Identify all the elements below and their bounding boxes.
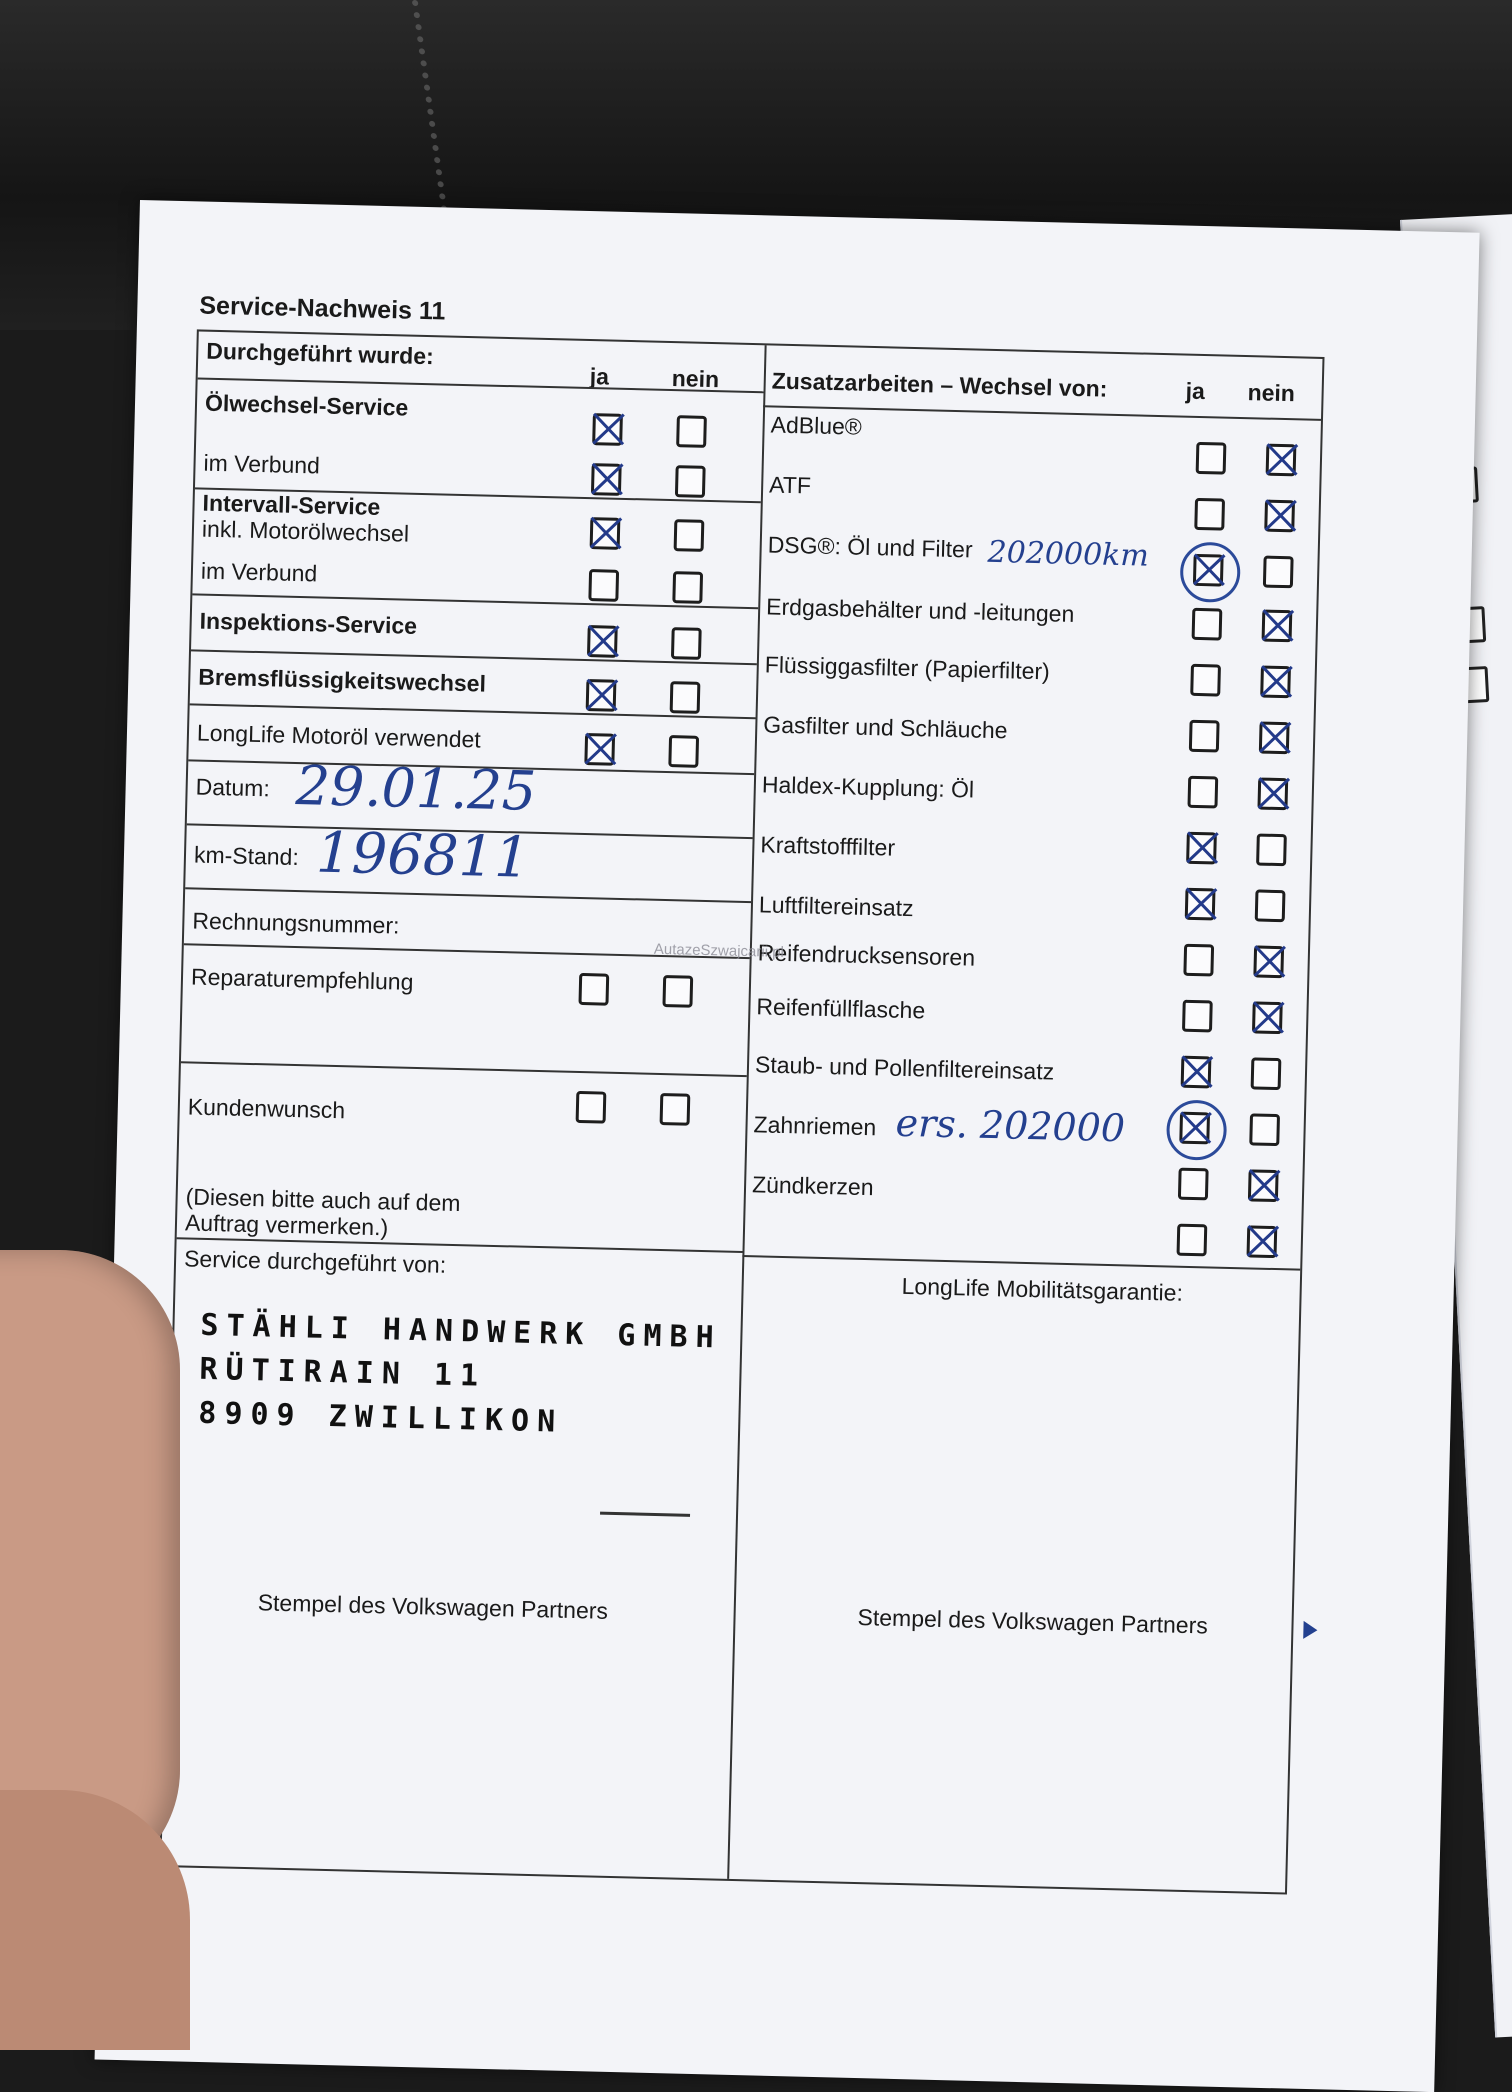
checkbox-nein[interactable] bbox=[1248, 1169, 1279, 1202]
next-page-arrow-icon bbox=[1303, 1621, 1317, 1639]
left-header: Durchgeführt wurde: bbox=[206, 337, 435, 370]
right-row-label: Zahnriemen bbox=[753, 1111, 877, 1141]
right-row-label: Luftfiltereinsatz bbox=[758, 891, 914, 922]
right-row-label: Reifendrucksensoren bbox=[757, 939, 976, 971]
checkbox-nein[interactable] bbox=[1256, 833, 1287, 866]
datum-label: Datum: bbox=[195, 773, 271, 802]
stamp-line2: RÜTIRAIN 11 bbox=[199, 1351, 487, 1394]
left-row-label: Intervall-Service bbox=[202, 489, 381, 520]
right-row-label: AdBlue® bbox=[770, 411, 863, 440]
circle-mark bbox=[1180, 542, 1241, 603]
km-value: 196811 bbox=[315, 820, 531, 891]
checkbox-ja[interactable] bbox=[578, 973, 609, 1006]
service-von-label: Service durchgeführt von: bbox=[183, 1245, 447, 1278]
checkbox-nein[interactable] bbox=[1252, 1001, 1283, 1034]
right-row-label: DSG®: Öl und Filter bbox=[767, 531, 973, 563]
checkbox-ja[interactable] bbox=[1186, 832, 1217, 865]
right-header: Zusatzarbeiten – Wechsel von: bbox=[771, 367, 1108, 402]
rechnung-label: Rechnungsnummer: bbox=[192, 907, 400, 939]
page-title: Service-Nachweis 11 bbox=[199, 291, 446, 326]
checkbox-ja[interactable] bbox=[584, 733, 615, 766]
checkbox-nein[interactable] bbox=[671, 627, 702, 660]
right-row-label: Haldex-Kupplung: Öl bbox=[761, 771, 975, 803]
right-row-label: Gasfilter und Schläuche bbox=[763, 711, 1008, 744]
checkbox-nein[interactable] bbox=[1266, 444, 1297, 477]
datum-value: 29.01.25 bbox=[294, 753, 537, 823]
checkbox-ja[interactable] bbox=[588, 569, 619, 602]
checkbox-ja[interactable] bbox=[1179, 1112, 1210, 1145]
checkbox-nein[interactable] bbox=[675, 465, 706, 498]
circle-mark bbox=[1166, 1099, 1227, 1160]
checkbox-ja[interactable] bbox=[1181, 1056, 1212, 1089]
left-row-label: im Verbund bbox=[200, 557, 318, 587]
left-row-label: im Verbund bbox=[203, 449, 321, 479]
checkbox-nein[interactable] bbox=[660, 1093, 691, 1126]
left-col-nein: nein bbox=[671, 365, 720, 393]
hinweis-line1: (Diesen bitte auch auf dem bbox=[185, 1183, 461, 1217]
left-col-ja: ja bbox=[589, 363, 610, 390]
row-line bbox=[185, 887, 751, 903]
right-row-label: Kraftstofffilter bbox=[760, 831, 896, 861]
dsg-note: 202000km bbox=[987, 534, 1150, 574]
checkbox-ja[interactable] bbox=[1194, 498, 1225, 531]
right-row-label: Erdgasbehälter und -leitungen bbox=[765, 593, 1075, 627]
checkbox-nein[interactable] bbox=[1246, 1225, 1277, 1258]
checkbox-ja[interactable] bbox=[586, 679, 617, 712]
checkbox-ja[interactable] bbox=[1178, 1168, 1209, 1201]
service-booklet-page bbox=[95, 200, 1480, 2092]
checkbox-ja[interactable] bbox=[1187, 776, 1218, 809]
row-line bbox=[181, 1061, 747, 1077]
checkbox-ja[interactable] bbox=[1196, 442, 1227, 475]
left-row-label: LongLife Motoröl verwendet bbox=[196, 719, 482, 753]
garantie-label: LongLife Mobilitätsgarantie: bbox=[901, 1272, 1184, 1306]
left-row-label-sub: inkl. Motorölwechsel bbox=[201, 515, 410, 547]
checkbox-nein[interactable] bbox=[662, 975, 693, 1008]
signature-dash bbox=[600, 1512, 690, 1517]
stamp-line1: STÄHLI HANDWERK GMBH bbox=[200, 1307, 723, 1356]
checkbox-ja[interactable] bbox=[591, 463, 622, 496]
checkbox-ja[interactable] bbox=[587, 625, 618, 658]
checkbox-ja[interactable] bbox=[1192, 608, 1223, 641]
checkbox-nein[interactable] bbox=[1255, 889, 1286, 922]
reparatur-label: Reparaturempfehlung bbox=[190, 963, 414, 995]
right-row-label: Reifenfüllflasche bbox=[756, 993, 926, 1024]
right-row-label: Zündkerzen bbox=[751, 1171, 874, 1201]
checkbox-nein[interactable] bbox=[1251, 1057, 1282, 1090]
checkbox-nein[interactable] bbox=[670, 681, 701, 714]
checkbox-nein[interactable] bbox=[672, 571, 703, 604]
checkbox-nein[interactable] bbox=[1264, 500, 1295, 533]
checkbox-ja[interactable] bbox=[1189, 720, 1220, 753]
left-row-label: Inspektions-Service bbox=[199, 607, 418, 639]
watermark: AutazeSzwajcarii.pl bbox=[653, 940, 785, 961]
checkbox-nein[interactable] bbox=[668, 735, 699, 768]
checkbox-ja[interactable] bbox=[1183, 944, 1214, 977]
checkbox-nein[interactable] bbox=[1253, 945, 1284, 978]
km-label: km-Stand: bbox=[193, 841, 300, 871]
left-row-label: Ölwechsel-Service bbox=[204, 389, 409, 421]
checkbox-nein[interactable] bbox=[676, 415, 707, 448]
stamp-line3: 8909 ZWILLIKON bbox=[197, 1395, 564, 1440]
checkbox-ja[interactable] bbox=[1190, 664, 1221, 697]
kunden-label: Kundenwunsch bbox=[187, 1093, 346, 1124]
checkbox-ja[interactable] bbox=[590, 517, 621, 550]
stempel-label-right: Stempel des Volkswagen Partners bbox=[857, 1603, 1209, 1639]
right-col-ja: ja bbox=[1185, 377, 1206, 405]
stempel-label-left: Stempel des Volkswagen Partners bbox=[257, 1589, 609, 1624]
service-form bbox=[159, 329, 1324, 1894]
checkbox-nein[interactable] bbox=[1249, 1113, 1280, 1146]
checkbox-ja[interactable] bbox=[592, 413, 623, 446]
checkbox-ja[interactable] bbox=[1182, 1000, 1213, 1033]
hinweis-line2: Auftrag vermerken.) bbox=[184, 1209, 389, 1241]
checkbox-ja[interactable] bbox=[576, 1091, 607, 1124]
right-row-label: Staub- und Pollenfiltereinsatz bbox=[754, 1051, 1055, 1085]
checkbox-nein[interactable] bbox=[674, 519, 705, 552]
checkbox-nein[interactable] bbox=[1257, 777, 1288, 810]
right-col-nein: nein bbox=[1247, 379, 1296, 407]
zahnriemen-note: ers. 202000 bbox=[895, 1100, 1126, 1151]
row-line bbox=[742, 1255, 1300, 1271]
left-row-label: Bremsflüssigkeitswechsel bbox=[198, 663, 487, 697]
checkbox-ja[interactable] bbox=[1185, 888, 1216, 921]
checkbox-ja[interactable] bbox=[1177, 1224, 1208, 1257]
checkbox-nein[interactable] bbox=[1260, 666, 1291, 699]
checkbox-nein[interactable] bbox=[1263, 556, 1294, 589]
right-row-label: Flüssiggasfilter (Papierfilter) bbox=[764, 651, 1051, 685]
right-row-label: ATF bbox=[768, 471, 812, 499]
checkbox-nein[interactable] bbox=[1262, 610, 1293, 643]
checkbox-ja[interactable] bbox=[1193, 554, 1224, 587]
checkbox-nein[interactable] bbox=[1259, 722, 1290, 755]
